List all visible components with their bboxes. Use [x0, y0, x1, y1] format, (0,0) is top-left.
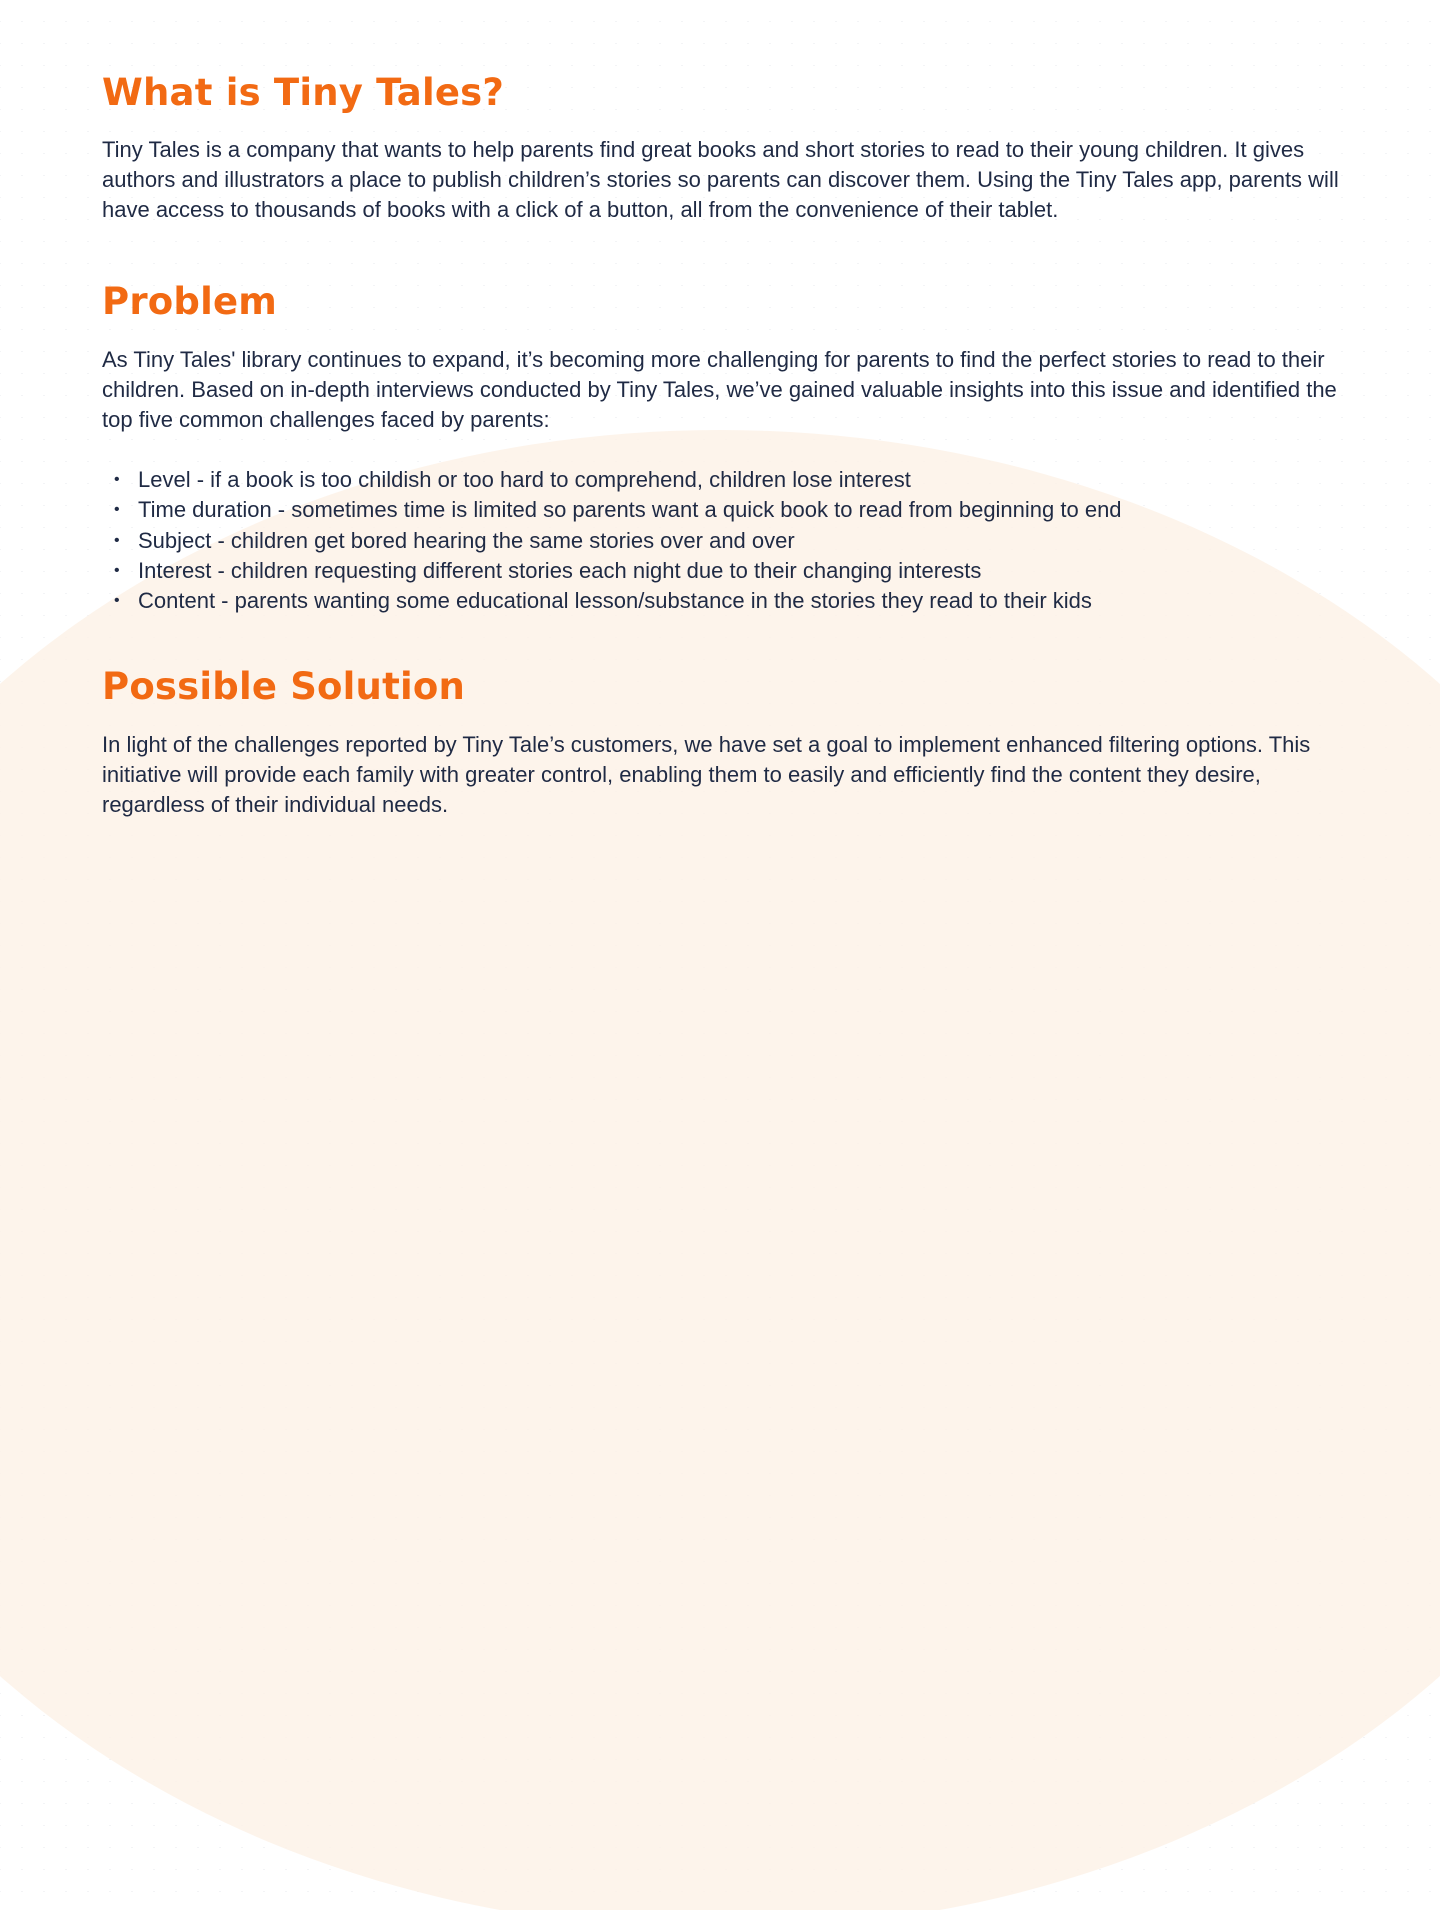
list-item [114, 586, 1342, 616]
list-item-text: Time duration - sometimes time is limited so parents want a quick book to read from beginning to end [138, 497, 1122, 523]
section-what-is-tiny-tales [102, 0, 1342, 225]
bullet-icon: • [114, 501, 120, 519]
list-item [114, 495, 1342, 525]
section-possible-solution [102, 665, 1342, 820]
section-title: What is Tiny Tales? [102, 71, 505, 114]
section-title: Problem [102, 280, 278, 323]
list-item [114, 526, 1342, 556]
list-item-text: Content - parents wanting some educational lesson/substance in the stories they read to their kids [138, 588, 1092, 614]
list-item-text: Level - if a book is too childish or too hard to comprehend, children lose interest [138, 467, 911, 492]
section-body: In light of the challenges reported by Tiny Tale’s customers, we have set a goal to implement enhanced filtering options. This initiative will provide each family with greater control, enabling them to easily and efficiently find the content they desire, regardless of their individual needs. [102, 732, 1311, 818]
section-problem [102, 280, 1342, 616]
section-body: As Tiny Tales' library continues to expand, it’s becoming more challenging for parents to find the perfect stories to read to their children. Based on in-depth interviews conducted by Tiny Tales, we’ve gained valuable insights into this issue and identified the top five common challenges faced by parents: [102, 347, 1337, 432]
bullet-icon: • [114, 531, 120, 549]
list-item-text: Subject - children get bored hearing the same stories over and over [138, 527, 795, 553]
bullet-icon: • [114, 592, 120, 610]
challenges-list [102, 465, 1342, 616]
section-title: Possible Solution [102, 665, 466, 709]
list-item [114, 556, 1342, 586]
bullet-icon: • [114, 561, 120, 579]
section-body: Tiny Tales is a company that wants to help parents find great books and short stories to read to their young children. It gives authors and illustrators a place to publish children’s stories so parents can discover them. Using the Tiny Tales app, parents will have access to thousands of books with a click of a button, all from the convenience of their tablet. [102, 137, 1339, 222]
list-item-text: Interest - children requesting different stories each night due to their changing interests [138, 557, 982, 583]
page-content [0, 0, 1342, 820]
list-item [114, 465, 1342, 495]
bullet-icon: • [114, 471, 120, 488]
